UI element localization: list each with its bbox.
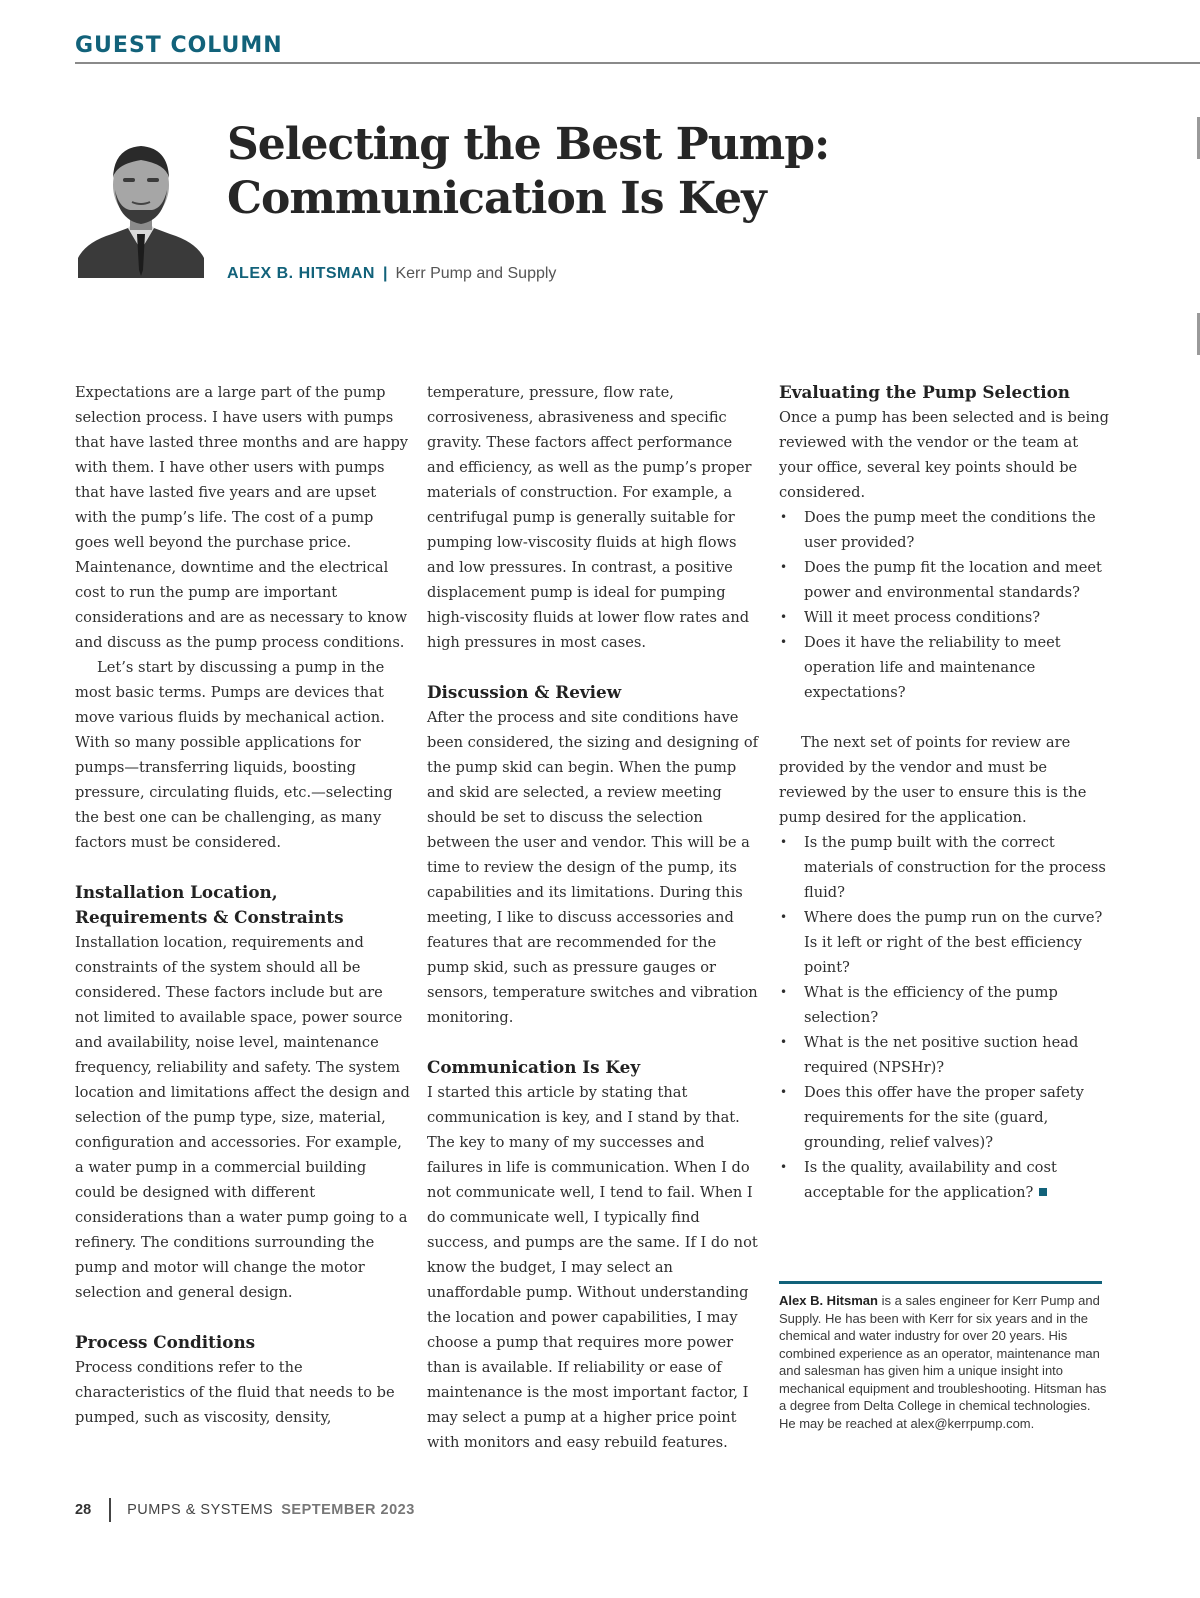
byline bbox=[227, 265, 556, 283]
subheading-installation: Installation Location, Requirements & Constraints bbox=[75, 882, 344, 927]
list-item: • Does it have the reliability to meet operation life and maintenance expectations? bbox=[779, 630, 1109, 705]
list-item: • Does this offer have the proper safety requirements for the site (guard, grounding, relief valves)? bbox=[779, 1080, 1109, 1155]
paragraph: Let’s start by discussing a pump in the most basic terms. Pumps are devices that move various fluids by mechanical action. With so many possible applications for pumps—transferring liquids, boosting pressure, circulating fluids, etc.—selecting the best one can be challenging, as many factors must be considered. bbox=[75, 659, 393, 851]
article-column-2 bbox=[427, 380, 762, 1455]
subheading-process-conditions: Process Conditions bbox=[75, 1332, 256, 1352]
article-title bbox=[227, 118, 927, 226]
bullet-list bbox=[779, 505, 1109, 705]
footer-divider bbox=[109, 1498, 111, 1522]
article-column-3 bbox=[779, 380, 1109, 1205]
list-item: • Does the pump meet the conditions the user provided? bbox=[779, 505, 1109, 555]
paragraph: I started this article by stating that communication is key, and I stand by that. The key to many of my successes and failures in life is communication. When I do not communicate well, I tend to fail. When I do communicate well, I typically find success, and pumps are the same. If I do not know the budget, I may select an unaffordable pump. Without understanding the location and power capabilities, I may choose a pump that requires more power than is available. If reliability or ease of maintenance is the most important factor, I may select a pump at a higher price point with monitors and easy rebuild features. bbox=[427, 1084, 758, 1451]
paragraph: Process conditions refer to the characteristics of the fluid that needs to be pumped, such as viscosity, density, bbox=[75, 1359, 395, 1426]
paragraph: Once a pump has been selected and is being reviewed with the vendor or the team at your office, several key points should be considered. bbox=[779, 409, 1109, 501]
list-item: • Is the quality, availability and cost acceptable for the application? bbox=[779, 1155, 1109, 1205]
end-mark-icon bbox=[1039, 1188, 1047, 1196]
paragraph: Installation location, requirements and constraints of the system should all be considered. These factors include but are not limited to available space, power source and availability, noise level, maintenance frequency, reliability and safety. The system location and limitations affect the design and selection of the pump type, size, material, configuration and accessories. For example, a water pump in a commercial building could be designed with different considerations than a water pump going to a refinery. The conditions surrounding the pump and motor will change the motor selection and general design. bbox=[75, 934, 410, 1301]
section-rule bbox=[75, 62, 1200, 64]
author-name: ALEX B. HITSMAN bbox=[227, 265, 375, 282]
page-number: 28 bbox=[75, 1502, 92, 1518]
subheading-communication: Communication Is Key bbox=[427, 1057, 641, 1077]
title-line-2: Communication Is Key bbox=[227, 173, 766, 224]
bio-name: Alex B. Hitsman bbox=[779, 1293, 878, 1308]
bullet-list bbox=[779, 830, 1109, 1205]
section-label: GUEST COLUMN bbox=[75, 33, 283, 58]
paragraph: After the process and site conditions have been considered, the sizing and designing of the pump skid can begin. When the pump and skid are selected, a review meeting should be set to discuss the selection between the user and vendor. This will be a time to review the design of the pump, its capabilities and its limitations. During this meeting, I like to discuss accessories and features that are recommended for the pump skid, such as pressure gauges or sensors, temperature switches and vibration monitoring. bbox=[427, 709, 759, 1026]
article-column-1 bbox=[75, 380, 410, 1430]
subheading-discussion: Discussion & Review bbox=[427, 682, 622, 702]
byline-separator: | bbox=[382, 265, 388, 282]
paragraph: The next set of points for review are provided by the vendor and must be reviewed by the user to ensure this is the pump desired for the application. bbox=[779, 734, 1087, 826]
magazine-name: PUMPS & SYSTEMS bbox=[127, 1502, 274, 1518]
list-item: • What is the net positive suction head required (NPSHr)? bbox=[779, 1030, 1109, 1080]
list-item: • Will it meet process conditions? bbox=[779, 605, 1109, 630]
paragraph: Expectations are a large part of the pump selection process. I have users with pumps that have lasted three months and are happy with them. I have other users with pumps that have lasted five years and are upset with the pump’s life. The cost of a pump goes well beyond the purchase price. Maintenance, downtime and the electrical cost to run the pump are important considerations and are as necessary to know and discuss as the pump process conditions. bbox=[75, 384, 409, 651]
subheading-evaluating: Evaluating the Pump Selection bbox=[779, 382, 1070, 402]
author-bio bbox=[779, 1292, 1109, 1432]
bio-text: is a sales engineer for Kerr Pump and Supply. He has been with Kerr for six years and in the chemical and water industry for over 20 years. His combined experience as an operator, maintenance man and salesman has given him a unique insight into mechanical equipment and troubleshooting. Hitsman has a degree from Delta College in chemical technologies. He may be reached at alex@kerrpump.com. bbox=[779, 1293, 1107, 1431]
issue-date: SEPTEMBER 2023 bbox=[281, 1502, 415, 1518]
list-item: • Is the pump built with the correct materials of construction for the process fluid? bbox=[779, 830, 1109, 905]
page-footer bbox=[75, 1498, 415, 1522]
bio-rule bbox=[779, 1281, 1102, 1284]
list-item: • Where does the pump run on the curve? Is it left or right of the best efficiency point? bbox=[779, 905, 1109, 980]
author-organization: Kerr Pump and Supply bbox=[395, 265, 557, 282]
author-portrait bbox=[78, 130, 204, 278]
list-item: • What is the efficiency of the pump selection? bbox=[779, 980, 1109, 1030]
list-item: • Does the pump fit the location and meet power and environmental standards? bbox=[779, 555, 1109, 605]
title-line-1: Selecting the Best Pump: bbox=[227, 119, 830, 170]
paragraph: temperature, pressure, flow rate, corrosiveness, abrasiveness and specific gravity. These factors affect performance and efficiency, as well as the pump’s proper materials of construction. For example, a centrifugal pump is generally suitable for pumping low-viscosity fluids at high flows and low pressures. In contrast, a positive displacement pump is ideal for pumping high-viscosity fluids at lower flow rates and high pressures in most cases. bbox=[427, 384, 752, 651]
